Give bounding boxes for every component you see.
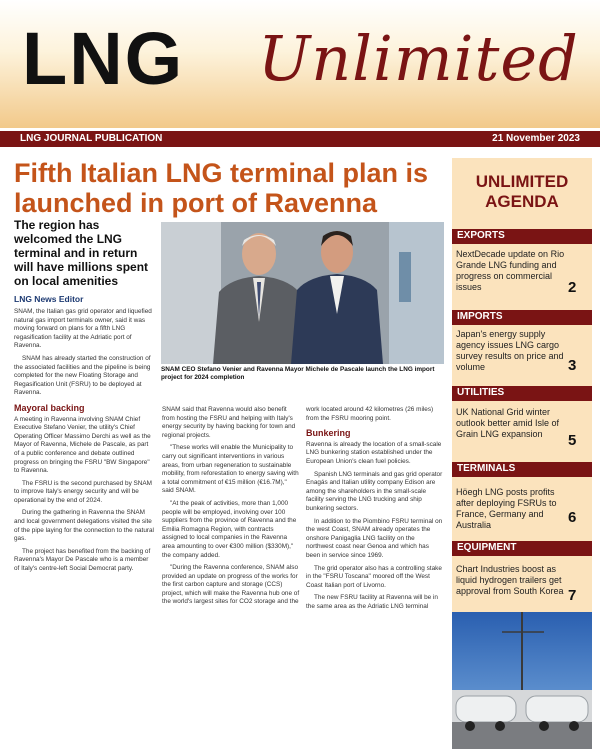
paragraph: "These works will enable the Municipality to carry out significant interventions in various areas, from urban regeneration to sustainable mobility, from reforestation to energy saving with a total commitment of €15 million (€16.7M)," said SNAM. [162, 444, 299, 495]
page-number: 7 [568, 587, 577, 604]
agenda-item-terminals[interactable]: Höegh LNG posts profits after deploying FSRUs to France, Germany and Australia [456, 487, 557, 530]
section-label: UTILITIES [457, 387, 505, 398]
agenda-item-equipment[interactable]: Chart Industries boost as liquid hydrogen trailers get approval from South Korea [456, 564, 564, 596]
masthead [0, 0, 600, 128]
page-number: 5 [568, 432, 577, 449]
section-bar-imports[interactable] [452, 310, 592, 325]
section-bar-equipment[interactable] [452, 541, 592, 556]
article-byline: LNG News Editor [14, 294, 84, 304]
article-column-2 [162, 406, 300, 611]
sidebar-photo [452, 612, 592, 749]
article-column-1 [14, 308, 154, 578]
trailers-illustration [452, 612, 592, 749]
masthead-title-script: Unlimited [258, 22, 579, 95]
article-headline: Fifth Italian LNG terminal plan is launched in port of Ravenna [14, 158, 429, 218]
publication-name: LNG JOURNAL PUBLICATION [20, 133, 163, 144]
paragraph: The FSRU is the second purchased by SNAM to improve Italy's energy security and will be operational by the end of 2024. [14, 479, 153, 504]
paragraph: SNAM has already started the construction of the associated facilities and the pipeline is being completed for the new Floating Storage and Regasification Unit (FSRU) to be deployed at Ravenna. [14, 354, 151, 397]
publication-bar [0, 131, 600, 147]
section-label: EQUIPMENT [457, 542, 517, 553]
photo-illustration [161, 222, 444, 364]
paragraph: Spanish LNG terminals and gas grid operator Enagás and Italian utility company Edison are among the shareholders in the small-scale facility serving the LNG trucking and ship bunkering sectors. [306, 470, 443, 512]
paragraph: During the gathering in Ravenna the SNAM and local government delegations visited the site of the pipe laying for the connection to the natural gas. [14, 509, 154, 543]
page-number: 6 [568, 509, 577, 526]
section-bar-exports[interactable] [452, 229, 592, 244]
subheading-bunkering: Bunkering [306, 428, 351, 439]
page-number: 2 [568, 279, 577, 296]
section-label: EXPORTS [457, 230, 505, 241]
subheading-mayoral-backing: Mayoral backing [14, 402, 85, 413]
paragraph: Ravenna is already the location of a small-scale LNG bunkering station established under the European Union's clean fuel policies. [306, 440, 442, 465]
paragraph: The grid operator also has a controlling stake in the "FSRU Toscana" moored off the West Coast Italian port of Livorno. [306, 564, 442, 589]
agenda-item-imports[interactable]: Japan's energy supply agency issues LNG cargo survey results on price and volume [456, 329, 564, 372]
paragraph: The project has benefited from the backing of Ravenna's Mayor De Pascale who is a member of Italy's centre-left Social Democrat party. [14, 547, 151, 573]
article-photo [161, 222, 444, 364]
page-number: 3 [568, 357, 577, 374]
paragraph: work located around 42 kilometres (26 miles) from the FSRU mooring point. [306, 406, 434, 422]
agenda-heading: UNLIMITED AGENDA [475, 172, 569, 211]
article-column-3 [306, 406, 444, 615]
paragraph: SNAM, the Italian gas grid operator and liquefied natural gas import terminals owner, said it was moving forward on plans for a fifth LNG regasification facility at the Adriatic port of Ravenna. [14, 308, 152, 350]
paragraph: A meeting in Ravenna involving SNAM Chief Executive Stefano Venier, the utility's Chief Operating Officer Massimo Derchi as well as the Mayor of Ravenna, Michele de Pascale, as part of a public conference and debate outlined progress on bringing the FSRU "BW Singapore" to Ravenna. [14, 415, 151, 475]
section-bar-terminals[interactable] [452, 462, 592, 477]
paragraph: In addition to the Piombino FSRU terminal on the west Coast, SNAM already operates the onshore Panigaglia LNG facility on the northwest coast near Genoa and which has been in service since 1969. [306, 517, 443, 559]
section-label: TERMINALS [457, 463, 516, 474]
paragraph: The new FSRU facility at Ravenna will be in the same area as the Adriatic LNG terminal [306, 594, 438, 610]
paragraph: "At the peak of activities, more than 1,000 people will be employed, involving over 100 suppliers from the province of Ravenna and the Emilia Romagna Region, with contracts assigned to local companies in the Ravenna area amounting to over €300 million ($330M)," the company added. [162, 499, 297, 559]
article-standfirst: The region has welcomed the LNG terminal and in return will have millions spent on local amenities [14, 218, 149, 288]
agenda-item-utilities[interactable]: UK National Grid winter outlook better amid Isle of Grain LNG expansion [456, 407, 560, 439]
paragraph: "During the Ravenna conference, SNAM also provided an update on progress of the works for the first carbon capture and storage (CCS) project, which will make the Ravenna hub one of the world's largest sites for CO2 storage and the [162, 564, 300, 606]
section-bar-utilities[interactable] [452, 386, 592, 401]
paragraph: SNAM said that Ravenna would also benefit from hosting the FSRU and helping with Italy's energy security by having backing for town and regional projects. [162, 406, 296, 439]
agenda-item-exports[interactable]: NextDecade update on Rio Grande LNG funding and progress on commercial issues [456, 249, 565, 292]
masthead-title-main: LNG [22, 17, 185, 100]
photo-caption: SNAM CEO Stefano Venier and Ravenna Mayor Michele de Pascale launch the LNG import project for 2024 completion [161, 366, 435, 381]
section-label: IMPORTS [457, 311, 503, 322]
issue-date: 21 November 2023 [492, 133, 580, 144]
